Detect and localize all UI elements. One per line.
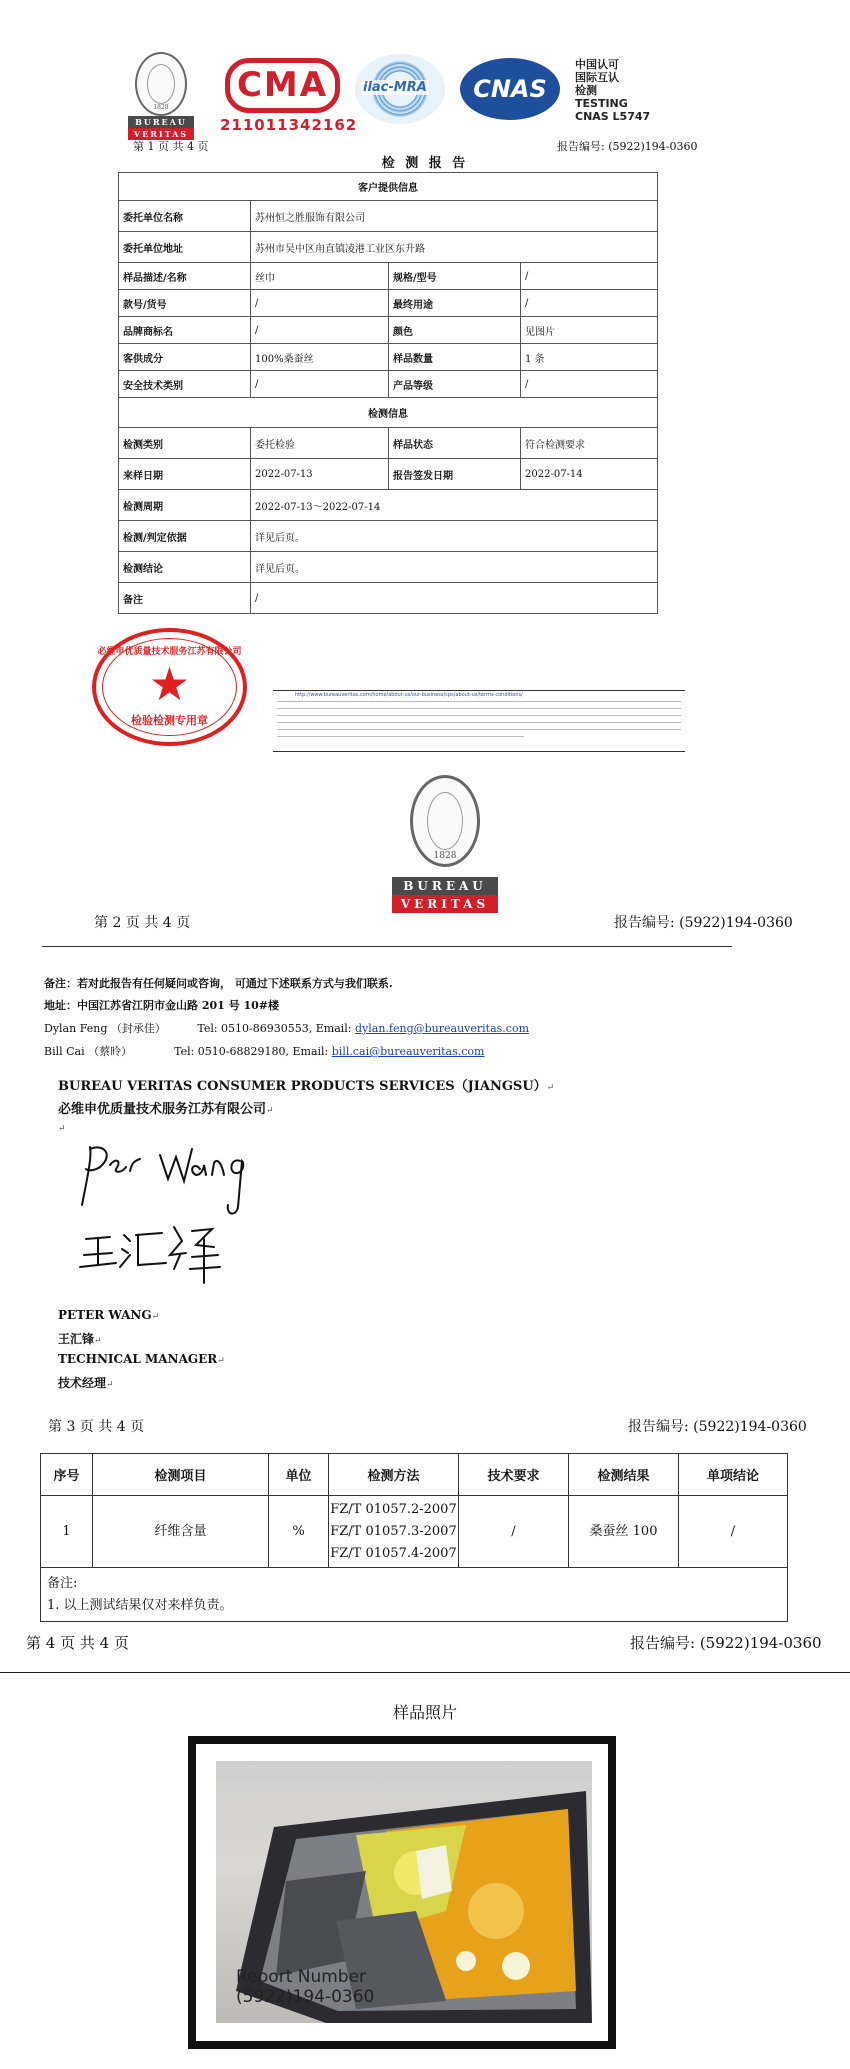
field-label: 产品等级	[389, 371, 521, 398]
signatory-name-en: PETER WANG↵	[58, 1308, 160, 1322]
signatory-title-en: TECHNICAL MANAGER↵	[58, 1352, 225, 1366]
column-header: 技术要求	[459, 1454, 569, 1496]
page-number: 第 3 页 共 4 页	[48, 1419, 145, 1435]
field-value: /	[521, 290, 658, 317]
section-header: 检测信息	[119, 398, 658, 428]
report-number: 报告编号: (5922)194-0360	[630, 1634, 822, 1652]
field-label: 来样日期	[119, 459, 251, 490]
report-number: 报告编号: (5922)194-0360	[614, 915, 793, 931]
field-label: 颜色	[389, 317, 521, 344]
section-header: 客户提供信息	[119, 173, 658, 201]
field-value: 2022-07-13～2022-07-14	[251, 490, 658, 521]
field-label: 样品描述/名称	[119, 263, 251, 290]
terms-fineprint	[273, 690, 685, 752]
star-icon: ★	[148, 657, 191, 711]
field-value: 1 条	[521, 344, 658, 371]
field-value: 符合检测要求	[521, 428, 658, 459]
page-number: 第 4 页 共 4 页	[26, 1634, 129, 1652]
field-value: /	[521, 263, 658, 290]
field-value: 见图片	[521, 317, 658, 344]
paragraph-mark: ↵	[58, 1124, 66, 1134]
field-value: 丝巾	[251, 263, 389, 290]
field-label: 检测周期	[119, 490, 251, 521]
field-label: 客供成分	[119, 344, 251, 371]
column-header: 检测方法	[329, 1454, 459, 1496]
contact-dylan: Dylan Feng （封承佳） Tel: 0510-86930553, Email: dylan.feng@bureauveritas.com	[44, 1022, 530, 1035]
email-link[interactable]: bill.cai@bureauveritas.com	[331, 1045, 485, 1058]
field-value: 详见后页。	[251, 521, 658, 552]
report-title: 检 测 报 告	[381, 156, 469, 171]
field-label: 报告签发日期	[389, 459, 521, 490]
photo-label-title: Report Number	[236, 1967, 367, 1987]
field-value: 苏州恒之胜服饰有限公司	[251, 201, 658, 232]
contact-note: 备注：若对此报告有任何疑问或咨询， 可通过下述联系方式与我们联系.	[44, 977, 393, 990]
table-row	[41, 1496, 788, 1568]
cell-result: 桑蚕丝 100	[569, 1496, 679, 1568]
report-number: 报告编号: (5922)194-0360	[557, 140, 698, 153]
field-label: 检测类别	[119, 428, 251, 459]
cell-unit: %	[269, 1496, 329, 1568]
column-header: 检测结果	[569, 1454, 679, 1496]
field-label: 样品数量	[389, 344, 521, 371]
field-label: 款号/货号	[119, 290, 251, 317]
field-label: 备注	[119, 583, 251, 614]
notes-row	[41, 1568, 788, 1622]
field-label: 检测/判定依据	[119, 521, 251, 552]
column-header: 单项结论	[679, 1454, 788, 1496]
field-value: 详见后页。	[251, 552, 658, 583]
table-header-row	[41, 1454, 788, 1496]
cnas-logo: CNAS	[460, 58, 560, 120]
field-value: 2022-07-13	[251, 459, 389, 490]
column-header: 检测项目	[93, 1454, 269, 1496]
field-value: /	[251, 583, 658, 614]
field-label: 品牌商标名	[119, 317, 251, 344]
column-header: 序号	[41, 1454, 93, 1496]
photo-label-number: (5922)194-0360	[236, 1987, 375, 2007]
sample-photo	[216, 1761, 592, 2023]
cell-conclusion: /	[679, 1496, 788, 1568]
field-label: 检测结论	[119, 552, 251, 583]
page-number: 第 2 页 共 4 页	[94, 915, 191, 931]
field-label: 安全技术类别	[119, 371, 251, 398]
cell-item: 纤维含量	[93, 1496, 269, 1568]
company-name-en: BUREAU VERITAS CONSUMER PRODUCTS SERVICES（JIANGSU）↵	[58, 1079, 555, 1094]
field-value: 委托检验	[251, 428, 389, 459]
field-value: /	[251, 371, 389, 398]
field-label: 委托单位地址	[119, 232, 251, 263]
cnas-caption: 中国认可 国际互认 检测 TESTING CNAS L5747	[575, 58, 651, 123]
report-number: 报告编号: (5922)194-0360	[628, 1419, 807, 1435]
field-value: /	[251, 290, 389, 317]
cell-requirement: /	[459, 1496, 569, 1568]
report-info-table	[118, 172, 658, 614]
sample-photo-frame	[188, 1736, 616, 2049]
company-name-cn: 必维申优质量技术服务江苏有限公司↵	[58, 1102, 274, 1117]
accreditation-logos	[120, 48, 680, 143]
field-value: /	[251, 317, 389, 344]
field-label: 样品状态	[389, 428, 521, 459]
ilac-mra-logo: ilac-MRA	[355, 54, 445, 124]
divider	[0, 1672, 850, 1673]
cma-logo: CMA	[225, 58, 340, 113]
bureau-veritas-logo-large: 1828 BUREAU VERITAS	[392, 775, 498, 913]
field-label: 规格/型号	[389, 263, 521, 290]
field-value: 2022-07-14	[521, 459, 658, 490]
divider	[42, 946, 732, 947]
handwritten-signature	[70, 1135, 270, 1305]
column-header: 单位	[269, 1454, 329, 1496]
field-label: 最终用途	[389, 290, 521, 317]
signatory-name-cn: 王汇锋↵	[58, 1332, 102, 1346]
cma-number: 211011342162	[220, 116, 358, 134]
photo-section-title: 样品照片	[392, 1703, 457, 1722]
cell-methods: FZ/T 01057.2-2007 FZ/T 01057.3-2007 FZ/T 01057.4-2007	[329, 1496, 459, 1568]
bureau-veritas-logo: 1828 BUREAU VERITAS	[128, 52, 194, 140]
field-value: 100%桑蚕丝	[251, 344, 389, 371]
cell-no: 1	[41, 1496, 93, 1568]
test-results-table	[40, 1453, 788, 1622]
field-value: 苏州市吴中区甪直镇凌港工业区东升路	[251, 232, 658, 263]
signatory-title-cn: 技术经理↵	[58, 1376, 114, 1390]
page-number: 第 1 页 共 4 页	[133, 140, 209, 153]
official-seal-stamp: 必维申优质量技术服务江苏有限公司 ★ 检验检测专用章	[92, 628, 247, 746]
terms-link[interactable]: http://www.bureauveritas.com/home/about-us/our-business/cps/about-us/terms-conditions/	[295, 692, 523, 698]
contact-bill: Bill Cai （蔡昤） Tel: 0510-68829180, Email: bill.cai@bureauveritas.com	[44, 1045, 485, 1058]
notes-cell: 备注: 1. 以上测试结果仅对来样负责。	[41, 1568, 788, 1622]
lab-address: 地址：中国江苏省江阴市金山路 201 号 10#楼	[44, 999, 279, 1012]
field-label: 委托单位名称	[119, 201, 251, 232]
email-link[interactable]: dylan.feng@bureauveritas.com	[355, 1022, 530, 1035]
field-value: /	[521, 371, 658, 398]
